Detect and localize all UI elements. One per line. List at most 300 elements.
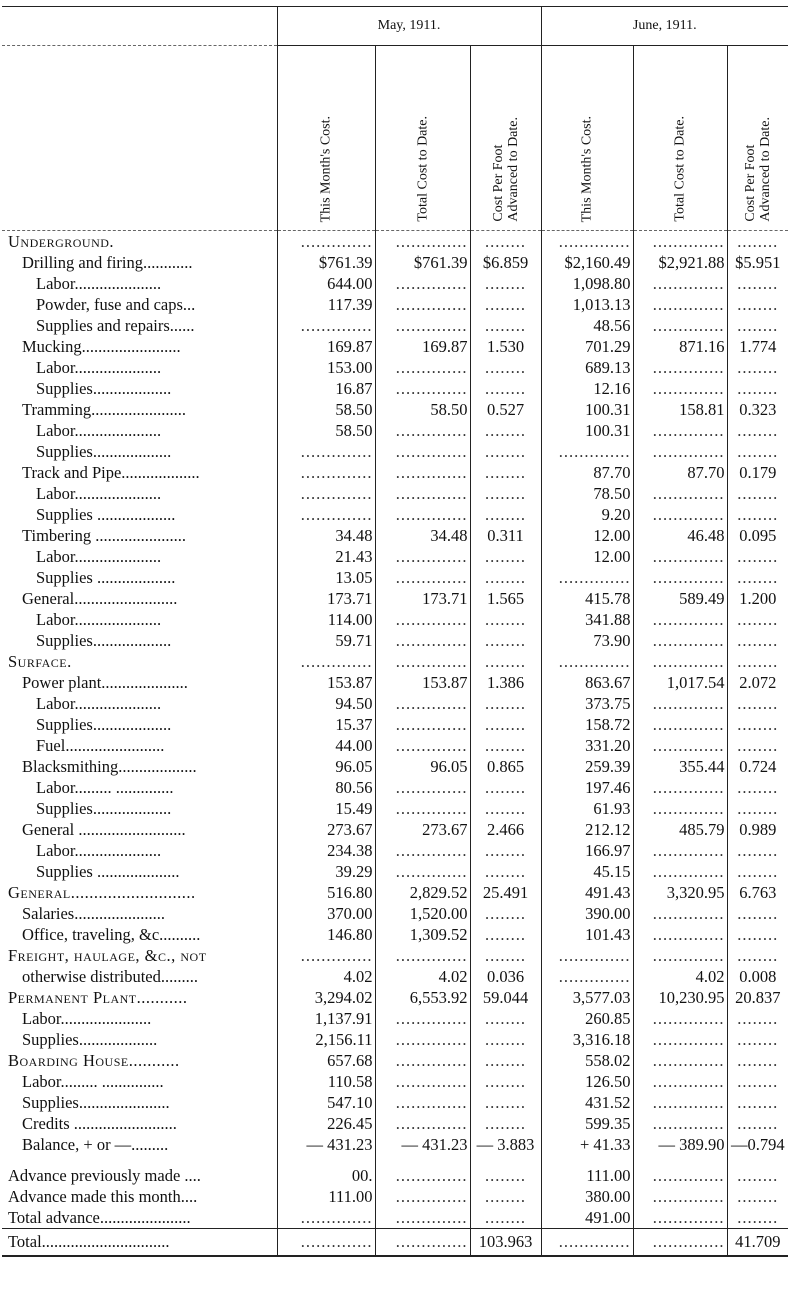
total-june-per-foot: 41.709 — [727, 1229, 788, 1257]
dot-leader-cell — [470, 798, 541, 819]
dot-leader-cell — [727, 1029, 788, 1050]
dot-leader-cell — [470, 1029, 541, 1050]
table-row — [2, 630, 788, 651]
dot-leader: .............. — [652, 421, 725, 440]
dot-leader: ........ — [485, 421, 526, 440]
dot-leader-cell — [375, 378, 470, 399]
dot-leader-cell — [727, 693, 788, 714]
dot-leader-cell — [470, 378, 541, 399]
dot-leader: ........ — [485, 1051, 526, 1070]
dot-leader: ........ — [485, 1030, 526, 1049]
cell-june-total-to-date: 4.02 — [633, 966, 727, 987]
dot-leader-cell — [727, 1165, 788, 1186]
cell-june-this-month: 9.20 — [541, 504, 633, 525]
dot-leader: .............. — [652, 295, 725, 314]
dot-leader: ........ — [485, 316, 526, 335]
cell-may-this-month: 96.05 — [277, 756, 375, 777]
dot-leader-cell — [541, 651, 633, 672]
cell-may-this-month: 234.38 — [277, 840, 375, 861]
dot-leader: ........ — [737, 274, 779, 293]
month-header-may: May, 1911. — [277, 7, 541, 46]
dot-leader: ........ — [485, 715, 526, 734]
table-row — [2, 231, 788, 253]
cell-may-this-month: 58.50 — [277, 399, 375, 420]
dot-leader: .............. — [395, 799, 468, 818]
dot-leader-cell — [633, 1186, 727, 1207]
row-label: Labor...................... — [22, 1009, 152, 1028]
dot-leader-cell — [470, 1092, 541, 1113]
dot-leader-cell — [727, 630, 788, 651]
dot-leader: .............. — [395, 421, 468, 440]
dot-leader: ........ — [485, 1114, 526, 1133]
table-row — [2, 756, 788, 777]
dot-leader-cell — [375, 1029, 470, 1050]
cell-may-total-to-date: $761.39 — [375, 252, 470, 273]
dot-leader-cell — [727, 1050, 788, 1071]
table-row — [2, 840, 788, 861]
dot-leader: ........ — [737, 778, 779, 797]
table-row — [2, 525, 788, 546]
dot-leader-cell — [277, 945, 375, 966]
table-row — [2, 924, 788, 945]
dot-leader: .............. — [395, 778, 468, 797]
cell-may-this-month: 39.29 — [277, 861, 375, 882]
cell-may-this-month: 59.71 — [277, 630, 375, 651]
cell-may-per-foot: 1.386 — [470, 672, 541, 693]
row-label: Supplies and repairs...... — [36, 316, 195, 335]
dot-leader: .............. — [395, 1166, 468, 1185]
dot-leader-cell — [470, 1071, 541, 1092]
row-label: Freight, haulage, &c., not — [8, 946, 207, 965]
table-row — [2, 1071, 788, 1092]
total-may-per-foot: 103.963 — [470, 1229, 541, 1257]
table-row — [2, 966, 788, 987]
cell-june-this-month: + 41.33 — [541, 1134, 633, 1155]
dot-leader-cell — [470, 651, 541, 672]
cell-may-per-foot: — 3.883 — [470, 1134, 541, 1155]
dot-leader-cell — [375, 1207, 470, 1229]
dot-leader: .............. — [652, 1208, 725, 1227]
dot-leader-cell — [375, 357, 470, 378]
cell-june-this-month: 12.16 — [541, 378, 633, 399]
dot-leader-cell — [277, 1207, 375, 1229]
dot-leader-cell — [470, 504, 541, 525]
spacer-cell — [2, 1155, 277, 1165]
table-row — [2, 1092, 788, 1113]
dot-leader: .............. — [652, 379, 725, 398]
cell-june-per-foot: 1.200 — [727, 588, 788, 609]
monthly-cost-table — [2, 6, 788, 1257]
dot-leader-cell — [727, 441, 788, 462]
dot-leader: .............. — [395, 442, 468, 461]
cell-may-per-foot: 0.311 — [470, 525, 541, 546]
dot-leader-cell — [633, 1207, 727, 1229]
row-label: Tramming....................... — [22, 400, 186, 419]
table-row — [2, 588, 788, 609]
dot-leader: .............. — [300, 463, 373, 482]
dot-leader-cell — [633, 840, 727, 861]
cell-june-this-month: 212.12 — [541, 819, 633, 840]
dot-leader: .............. — [652, 778, 725, 797]
table-row — [2, 903, 788, 924]
dot-leader: .............. — [300, 652, 373, 671]
dot-leader: ........ — [737, 1208, 779, 1227]
table-row — [2, 714, 788, 735]
dot-leader-cell — [375, 945, 470, 966]
dot-leader-cell — [633, 567, 727, 588]
dot-leader: ........ — [737, 379, 779, 398]
cell-may-this-month: 111.00 — [277, 1186, 375, 1207]
table-row — [2, 399, 788, 420]
dot-leader-cell — [633, 1071, 727, 1092]
dot-leader-cell — [470, 546, 541, 567]
dot-leader: .............. — [652, 841, 725, 860]
dot-leader: ........ — [485, 295, 526, 314]
dot-leader-cell — [727, 567, 788, 588]
header-blank-cell — [2, 7, 277, 46]
dot-leader-cell — [375, 1229, 470, 1257]
dot-leader: .............. — [395, 484, 468, 503]
dot-leader-cell — [633, 1092, 727, 1113]
dot-leader-cell — [633, 861, 727, 882]
row-label: Supplies................... — [36, 799, 172, 818]
dot-leader-cell — [633, 546, 727, 567]
dot-leader-cell — [375, 1008, 470, 1029]
cell-may-this-month: 547.10 — [277, 1092, 375, 1113]
dot-leader: .............. — [652, 442, 725, 461]
cell-may-this-month: 226.45 — [277, 1113, 375, 1134]
dot-leader: .............. — [395, 547, 468, 566]
dot-leader-cell — [727, 294, 788, 315]
dot-leader-cell — [277, 231, 375, 253]
dot-leader: ........ — [737, 862, 779, 881]
dot-leader: ........ — [737, 736, 779, 755]
dot-leader: ........ — [485, 610, 526, 629]
row-label: Labor..................... — [36, 274, 162, 293]
cell-june-this-month: 197.46 — [541, 777, 633, 798]
dot-leader-cell — [541, 945, 633, 966]
dot-leader: ........ — [737, 904, 779, 923]
row-label: Track and Pipe................... — [22, 463, 200, 482]
dot-leader-cell — [727, 420, 788, 441]
cell-june-this-month: 390.00 — [541, 903, 633, 924]
cell-may-this-month: 153.00 — [277, 357, 375, 378]
spacer-cell — [541, 1155, 633, 1165]
cell-may-this-month: 273.67 — [277, 819, 375, 840]
dot-leader: ........ — [485, 862, 526, 881]
table-row — [2, 945, 788, 966]
row-label: Permanent Plant........... — [8, 988, 188, 1007]
dot-leader-cell — [375, 609, 470, 630]
dot-leader-cell — [470, 1113, 541, 1134]
cell-june-this-month: 48.56 — [541, 315, 633, 336]
dot-leader: .............. — [395, 295, 468, 314]
cell-june-this-month: 100.31 — [541, 399, 633, 420]
dot-leader-cell — [470, 840, 541, 861]
cell-may-this-month: 516.80 — [277, 882, 375, 903]
row-label: Labor......... .............. — [36, 778, 174, 797]
row-label: Labor..................... — [36, 694, 162, 713]
cell-may-total-to-date: 169.87 — [375, 336, 470, 357]
dot-leader-cell — [727, 1092, 788, 1113]
cell-may-this-month: 370.00 — [277, 903, 375, 924]
dot-leader: .............. — [395, 316, 468, 335]
dot-leader-cell — [633, 357, 727, 378]
cell-may-this-month: 16.87 — [277, 378, 375, 399]
cell-may-this-month: 15.49 — [277, 798, 375, 819]
dot-leader: .............. — [652, 547, 725, 566]
dot-leader-cell — [375, 441, 470, 462]
row-label: Salaries...................... — [22, 904, 165, 923]
dot-leader-cell — [375, 567, 470, 588]
month-header-june: June, 1911. — [541, 7, 788, 46]
dot-leader: .............. — [395, 568, 468, 587]
dot-leader-cell — [277, 441, 375, 462]
dot-leader-cell — [470, 861, 541, 882]
dot-leader-cell — [727, 483, 788, 504]
dot-leader: .............. — [395, 694, 468, 713]
cell-may-total-to-date: 2,829.52 — [375, 882, 470, 903]
dot-leader: .............. — [395, 463, 468, 482]
dot-leader: ........ — [737, 295, 779, 314]
dot-leader-cell — [633, 903, 727, 924]
dot-leader: ........ — [485, 694, 526, 713]
table-row — [2, 1165, 788, 1186]
dot-leader: .............. — [652, 946, 725, 965]
dot-leader-cell — [470, 1008, 541, 1029]
cell-june-total-to-date: — 389.90 — [633, 1134, 727, 1155]
cell-june-total-to-date: 589.49 — [633, 588, 727, 609]
dot-leader: .............. — [300, 1208, 373, 1227]
table-row — [2, 819, 788, 840]
row-label: Supplies .................... — [36, 862, 180, 881]
dot-leader-cell — [277, 483, 375, 504]
dot-leader-cell — [727, 315, 788, 336]
dot-leader: .............. — [652, 568, 725, 587]
dot-leader: ........ — [485, 484, 526, 503]
dot-leader-cell — [727, 735, 788, 756]
cell-may-total-to-date: 1,520.00 — [375, 903, 470, 924]
dot-leader: .............. — [652, 925, 725, 944]
dot-leader: .............. — [395, 610, 468, 629]
dot-leader: .............. — [395, 946, 468, 965]
cell-may-this-month: 2,156.11 — [277, 1029, 375, 1050]
cell-may-this-month: 00. — [277, 1165, 375, 1186]
dot-leader: .............. — [652, 904, 725, 923]
row-label: Timbering ...................... — [22, 526, 186, 545]
dot-leader: ........ — [737, 652, 779, 671]
row-label: otherwise distributed......... — [22, 967, 198, 986]
dot-leader: .............. — [300, 484, 373, 503]
row-label: Labor..................... — [36, 358, 162, 377]
dot-leader-cell — [470, 1207, 541, 1229]
dot-leader-cell — [375, 693, 470, 714]
dot-leader: ........ — [485, 1072, 526, 1091]
cell-may-per-foot: $6.859 — [470, 252, 541, 273]
cell-june-total-to-date: $2,921.88 — [633, 252, 727, 273]
cell-may-this-month: 58.50 — [277, 420, 375, 441]
cell-june-this-month: 863.67 — [541, 672, 633, 693]
dot-leader: .............. — [652, 1166, 725, 1185]
dot-leader-cell — [633, 630, 727, 651]
spacer-row — [2, 1155, 788, 1165]
cell-june-this-month: 3,316.18 — [541, 1029, 633, 1050]
table-row — [2, 483, 788, 504]
dot-leader-cell — [727, 1008, 788, 1029]
row-label: Credits ......................... — [22, 1114, 177, 1133]
dot-leader: ........ — [485, 1093, 526, 1112]
may-this-months-cost-header: This Month's Cost. — [277, 46, 375, 231]
dot-leader-cell — [470, 1050, 541, 1071]
row-label: Blacksmithing................... — [22, 757, 197, 776]
dot-leader: .............. — [395, 1051, 468, 1070]
dot-leader-cell — [541, 1229, 633, 1257]
dot-leader-cell — [470, 294, 541, 315]
dot-leader: .............. — [395, 232, 468, 251]
table-row — [2, 1008, 788, 1029]
dot-leader: .............. — [300, 442, 373, 461]
dot-leader-cell — [633, 483, 727, 504]
dot-leader: .............. — [395, 862, 468, 881]
table-row — [2, 1207, 788, 1229]
cell-june-this-month: 101.43 — [541, 924, 633, 945]
cell-june-total-to-date: 871.16 — [633, 336, 727, 357]
dot-leader: .............. — [395, 1093, 468, 1112]
dot-leader: .............. — [395, 379, 468, 398]
dot-leader-cell — [470, 567, 541, 588]
cell-may-per-foot: 0.865 — [470, 756, 541, 777]
spacer-cell — [277, 1155, 375, 1165]
table-row — [2, 252, 788, 273]
row-label: Labor..................... — [36, 484, 162, 503]
dot-leader: ........ — [737, 1166, 779, 1185]
dot-leader-cell — [277, 504, 375, 525]
dot-leader-cell — [633, 231, 727, 253]
row-label: Supplies................... — [36, 631, 172, 650]
dot-leader: .............. — [652, 484, 725, 503]
dot-leader-cell — [470, 1186, 541, 1207]
dot-leader-cell — [727, 840, 788, 861]
row-label: Mucking........................ — [22, 337, 181, 356]
dot-leader-cell — [727, 924, 788, 945]
spacer-cell — [375, 1155, 470, 1165]
dot-leader-cell — [470, 945, 541, 966]
dot-leader: .............. — [652, 694, 725, 713]
dot-leader: ........ — [485, 631, 526, 650]
cell-may-this-month: 34.48 — [277, 525, 375, 546]
cell-june-total-to-date: 10,230.95 — [633, 987, 727, 1008]
dot-leader: .............. — [558, 442, 631, 461]
table-row — [2, 504, 788, 525]
cell-may-total-to-date: 153.87 — [375, 672, 470, 693]
cell-june-per-foot: 0.724 — [727, 756, 788, 777]
dot-leader: .............. — [652, 652, 725, 671]
dot-leader-cell — [727, 945, 788, 966]
dot-leader: ........ — [485, 463, 526, 482]
dot-leader-cell — [375, 798, 470, 819]
dot-leader: .............. — [652, 1187, 725, 1206]
dot-leader: .............. — [652, 799, 725, 818]
dot-leader: ........ — [485, 232, 526, 251]
dot-leader-cell — [633, 1029, 727, 1050]
cost-table-body — [2, 231, 788, 1257]
dot-leader: .............. — [395, 505, 468, 524]
dot-leader: ........ — [737, 694, 779, 713]
table-row — [2, 693, 788, 714]
dot-leader: .............. — [558, 232, 631, 251]
cell-june-total-to-date: 158.81 — [633, 399, 727, 420]
cell-june-total-to-date: 355.44 — [633, 756, 727, 777]
cell-june-this-month: 1,098.80 — [541, 273, 633, 294]
cell-june-this-month: 558.02 — [541, 1050, 633, 1071]
dot-leader-cell — [375, 462, 470, 483]
cell-may-per-foot: 0.527 — [470, 399, 541, 420]
dot-leader-cell — [375, 1092, 470, 1113]
cell-june-total-to-date: 1,017.54 — [633, 672, 727, 693]
dot-leader: .............. — [558, 568, 631, 587]
dot-leader: .............. — [652, 505, 725, 524]
dot-leader: .............. — [395, 715, 468, 734]
row-label: Supplies................... — [36, 442, 172, 461]
dot-leader-cell — [633, 735, 727, 756]
dot-leader: .............. — [300, 1232, 373, 1251]
dot-leader: ........ — [737, 316, 779, 335]
dot-leader-cell — [727, 273, 788, 294]
dot-leader-cell — [727, 357, 788, 378]
dot-leader: ........ — [737, 715, 779, 734]
dot-leader-cell — [375, 273, 470, 294]
dot-leader: .............. — [395, 1232, 468, 1251]
may-cost-per-foot-header: Cost Per Foot Advanced to Date. — [470, 46, 541, 231]
row-label: Total advance...................... — [2, 1207, 277, 1229]
cell-june-total-to-date: 3,320.95 — [633, 882, 727, 903]
dot-leader: ........ — [737, 1030, 779, 1049]
cell-may-this-month: 15.37 — [277, 714, 375, 735]
dot-leader: ........ — [485, 799, 526, 818]
cell-may-this-month: 169.87 — [277, 336, 375, 357]
dot-leader-cell — [727, 777, 788, 798]
table-row — [2, 777, 788, 798]
dot-leader: .............. — [558, 1232, 631, 1251]
dot-leader: ........ — [737, 568, 779, 587]
row-label: Labor..................... — [36, 547, 162, 566]
dot-leader: ........ — [737, 505, 779, 524]
dot-leader: .............. — [558, 967, 631, 986]
dot-leader-cell — [375, 630, 470, 651]
dot-leader: ........ — [737, 1072, 779, 1091]
cell-may-this-month: 153.87 — [277, 672, 375, 693]
dot-leader-cell — [277, 1229, 375, 1257]
table-row — [2, 273, 788, 294]
total-label: Total............................... — [2, 1229, 277, 1257]
cell-may-total-to-date: — 431.23 — [375, 1134, 470, 1155]
dot-leader-cell — [470, 441, 541, 462]
cell-may-per-foot: 2.466 — [470, 819, 541, 840]
cell-june-this-month: 259.39 — [541, 756, 633, 777]
cell-may-this-month: 657.68 — [277, 1050, 375, 1071]
dot-leader-cell — [470, 630, 541, 651]
dot-leader-cell — [470, 903, 541, 924]
table-row — [2, 672, 788, 693]
dot-leader-cell — [375, 1050, 470, 1071]
cell-may-this-month: 146.80 — [277, 924, 375, 945]
row-label: Balance, + or —......... — [22, 1135, 169, 1154]
cell-may-total-to-date: 96.05 — [375, 756, 470, 777]
row-label-column-header — [2, 46, 277, 231]
dot-leader-cell — [375, 861, 470, 882]
cell-june-per-foot: 6.763 — [727, 882, 788, 903]
dot-leader-cell — [727, 378, 788, 399]
